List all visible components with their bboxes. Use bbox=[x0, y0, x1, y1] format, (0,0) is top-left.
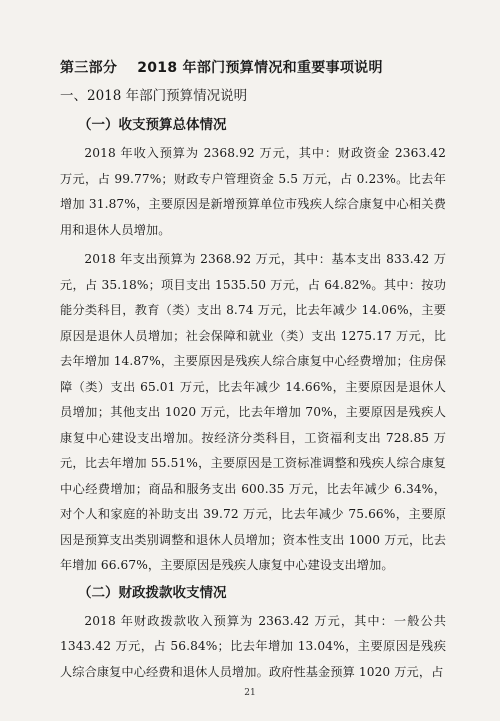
section-heading-one: 一、2018 年部门预算情况说明 bbox=[60, 88, 248, 104]
part-title-label: 第三部分 bbox=[60, 60, 118, 76]
part-title bbox=[60, 58, 446, 78]
subsection-heading-appropriation: （二）财政拨款收支情况 bbox=[78, 584, 227, 601]
paragraph-income: 2018 年收入预算为 2368.92 万元，其中：财政资金 2363.42 万元，占 99.77%；财政专户管理资金 5.5 万元，占 0.23%。比去年增加 31.87%，主要原因是新增预算单位市残疾人综合康复中心相关费用和退休人员增加。 bbox=[60, 146, 446, 237]
paragraph-appropriation: 2018 年财政拨款收入预算为 2363.42 万元，其中：一般公共 1343.42 万元，占 56.84%；比去年增加 13.04%，主要原因是残疾人综合康复中心经费和退休人员增加。政府性基金预算 1020 万元，占 bbox=[60, 613, 446, 679]
part-title-text: 2018 年部门预算情况和重要事项说明 bbox=[137, 60, 383, 76]
page-number: 21 bbox=[244, 688, 256, 698]
subsection-heading-overall: （一）收支预算总体情况 bbox=[78, 117, 227, 133]
paragraph-expense: 2018 年支出预算为 2368.92 万元，其中：基本支出 833.42 万元，占 35.18%；项目支出 1535.50 万元，占 64.82%。其中：按功能分类科目，教育（类）支出 8.74 万元，比去年减少 14.06%，主要原因是退休人员增加；社会保障和就业（类）支出 1275.17 万元，比去年增加 14.87%，主要原因是残疾人综合康复中心经费增加；住房保障（类）支出 65.01 万元，比去年减少 14.66%，主要原因是退休人员增加；其他支出 1020 万元，比去年增加 70%，主要原因是残疾人康复中心建设支出增加。按经济分类科目，工资福利支出 728.85 万元，比去年增加 55.51%，主要原因是工资标准调整和残疾人综合康复中心经费增加；商品和服务支出 600.35 万元，比去年减少 6.34%，对个人和家庭的补助支出 39.72 万元，比去年减少 75.66%，主要原因是预算支出类别调整和退休人员增加；资本性支出 1000 万元，比去年增加 66.67%，主要原因是残疾人康复中心建设支出增加。 bbox=[60, 252, 446, 572]
